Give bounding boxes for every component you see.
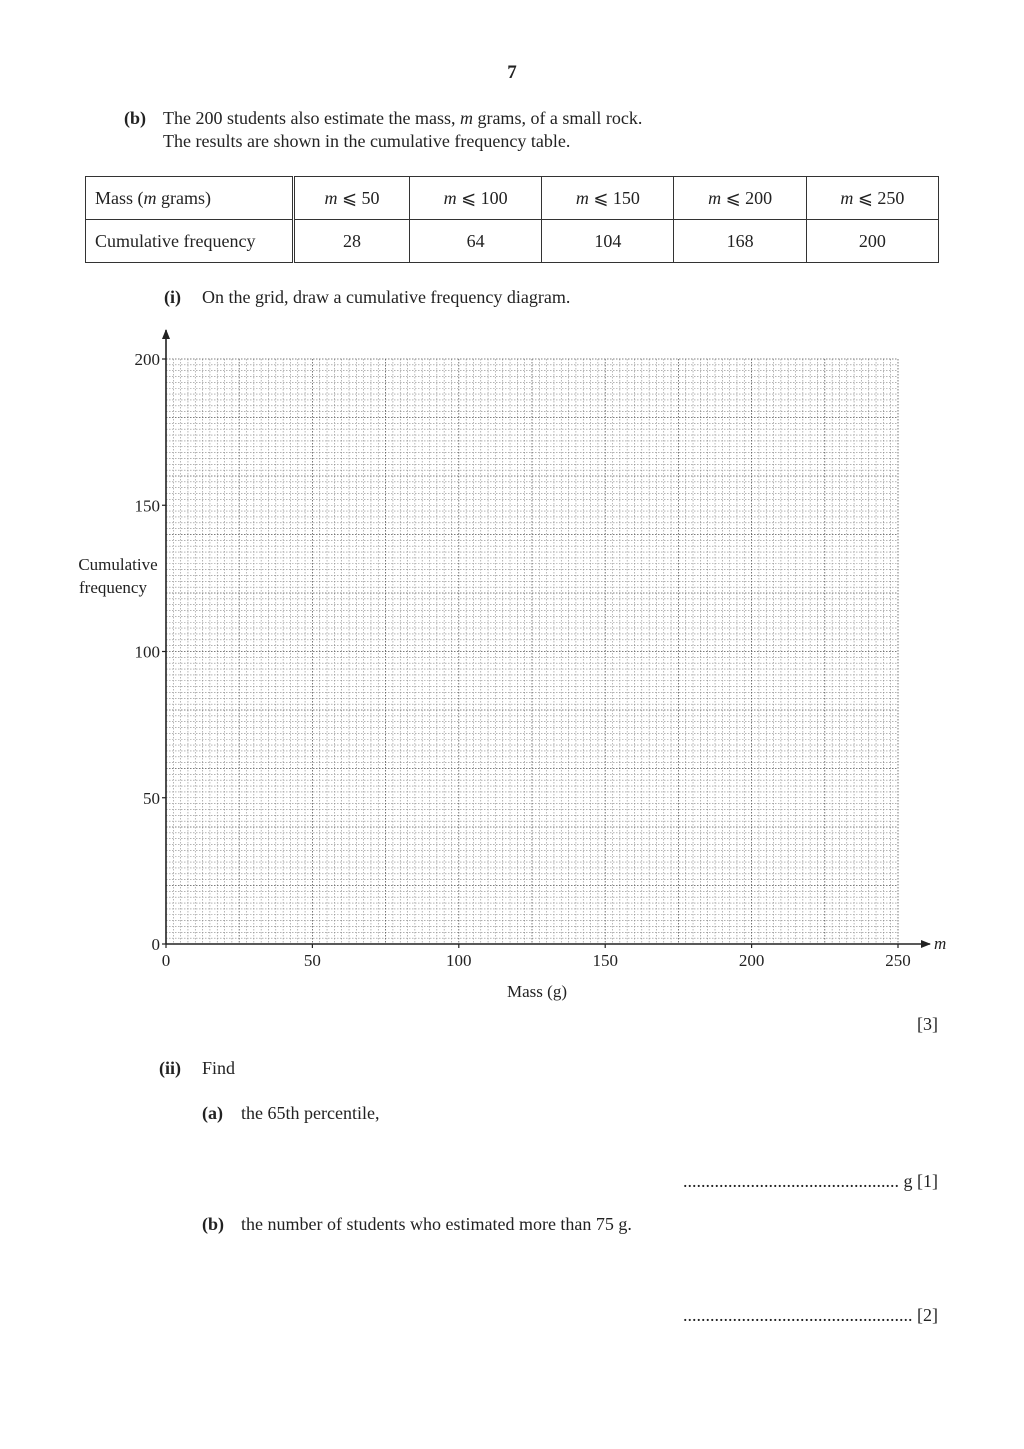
cond-text: ⩽ 200 (721, 187, 773, 208)
table-cell-freq-5: 200 (806, 220, 938, 263)
y-tick-label: 100 (134, 642, 160, 662)
part-ii-b-text: the number of students who estimated more than 75 g. (241, 1214, 632, 1234)
x-tick-label: 50 (303, 951, 321, 970)
mass-header-var: m (143, 187, 157, 208)
table-cell-mass-3 (542, 177, 674, 220)
answer-line-a[interactable] (683, 1170, 938, 1193)
cond-text: ⩽ 150 (588, 187, 640, 208)
mass-header-post: grams) (156, 187, 211, 208)
x-tick-label: 150 (592, 951, 618, 970)
part-b-line1-var: m (459, 108, 473, 128)
table-cell-freq-2: 64 (409, 220, 541, 263)
cond-text: ⩽ 250 (853, 187, 905, 208)
part-ii-text: Find (202, 1058, 236, 1078)
x-tick-label: 200 (738, 951, 765, 970)
answer-unit-marks-a: g [1] (899, 1171, 938, 1191)
table-cell-mass-5 (806, 177, 938, 220)
table-row-header-mass (86, 177, 294, 220)
var-m: m (575, 187, 589, 208)
y-tick-label: 0 (151, 935, 160, 954)
mass-header-pre: Mass ( (95, 187, 144, 208)
part-ii-label: (ii) (159, 1058, 181, 1078)
cumulative-frequency-grid[interactable] (0, 320, 1024, 1020)
answer-line-b[interactable] (683, 1304, 938, 1327)
table-cell-mass-2 (409, 177, 541, 220)
part-ii-a-label: (a) (202, 1103, 223, 1123)
table-row-frequency (86, 220, 939, 263)
y-tick-label: 150 (134, 496, 160, 516)
x-tick-label: 250 (885, 951, 911, 970)
y-tick-label: 50 (143, 788, 160, 808)
y-tick-label: 200 (134, 350, 160, 369)
part-b-line1-pre: The 200 students also estimate the mass, (163, 108, 460, 128)
cumulative-frequency-table (85, 176, 939, 263)
table-row-mass (86, 177, 939, 220)
marks-part-i: [3] (917, 1014, 938, 1034)
part-ii-b-label: (b) (202, 1214, 224, 1234)
var-m: m (840, 187, 854, 208)
x-tick-label: 100 (446, 951, 472, 970)
x-axis-variable: m (934, 934, 947, 953)
part-ii-a-text: the 65th percentile, (241, 1103, 380, 1123)
answer-dots-a: ................................................ (683, 1171, 899, 1191)
table-row-header-frequency: Cumulative frequency (86, 220, 294, 263)
var-m: m (324, 187, 338, 208)
table-cell-freq-1: 28 (294, 220, 410, 263)
part-b-line1 (163, 107, 642, 130)
x-axis-label: Mass (g) (507, 982, 567, 1001)
answer-marks-b: [2] (912, 1305, 938, 1325)
axes (166, 330, 930, 944)
answer-dots-b: ................................................... (683, 1305, 913, 1325)
cond-text: ⩽ 100 (456, 187, 508, 208)
y-axis-label-line2: frequency (79, 578, 147, 597)
part-i-label: (i) (164, 287, 181, 307)
part-b-label: (b) (124, 108, 146, 128)
cond-text: ⩽ 50 (337, 187, 380, 208)
table-cell-mass-1 (294, 177, 410, 220)
y-axis-label-line1: Cumulative (78, 555, 158, 574)
table-cell-mass-4 (674, 177, 806, 220)
page-number: 7 (507, 62, 517, 83)
table-cell-freq-3: 104 (542, 220, 674, 263)
part-b-line1-post: grams, of a small rock. (472, 108, 643, 128)
axis-ticks (135, 350, 911, 970)
part-b-line2: The results are shown in the cumulative frequency table. (163, 131, 571, 151)
var-m: m (443, 187, 457, 208)
x-tick-label: 0 (161, 951, 171, 970)
part-i-text: On the grid, draw a cumulative frequency diagram. (202, 287, 571, 307)
table-cell-freq-4: 168 (674, 220, 806, 263)
var-m: m (708, 187, 722, 208)
